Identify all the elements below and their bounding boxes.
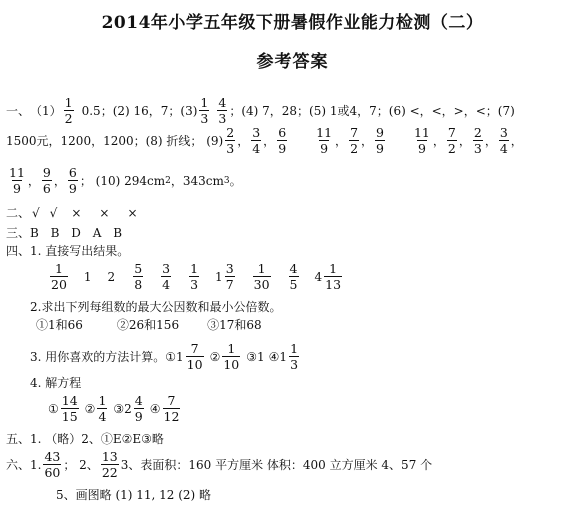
page-title: 2014年小学五年级下册暑假作业能力检测（二） [101,13,484,33]
fraction: $\frac{6}{9}$ [68,165,77,197]
fraction: $\frac{11}{9}$ [316,125,333,157]
s1-line2: 1500元，1200，1200；(8) 折线； (9) $\frac{2}{3}$ ， $\frac{3}{4}$ ， $\frac{6}{9}$ $\frac{11}{9}$ ， $\frac{7}{2}$ ， $\frac{9}{9}$ $\frac{11}{9}$ ， $\frac{7}{2}$ ， $\frac{2}{3}$ ， $\frac{3}{4}$ ， [6,125,523,157]
s4-q3 [30,342,301,371]
cross-mark: × [71,205,82,220]
answer: ③2 $\frac{4}{9}$ [113,393,143,425]
s5-line [6,430,164,447]
fraction: $\frac{7}{2}$ [447,125,456,157]
check-mark: √ [32,205,40,220]
fraction: $\frac{1}{30}$ [253,261,270,293]
q10-text: ； (10) 294cm [79,174,166,189]
fraction: $\frac{1}{20}$ [51,261,67,293]
cross-mark: × [127,205,138,220]
fraction: $\frac{1}{2}$ [64,95,73,127]
s4-results-row [48,262,344,291]
fraction: $\frac{3}{4}$ [499,125,508,157]
q2-answer: ②26和156 [116,318,180,332]
answer: ① $\frac{14}{15}$ [48,393,78,425]
fraction: $\frac{2}{3}$ [226,125,235,157]
q1-label: （1） [30,104,62,119]
q2-prompt: 2.求出下列每组数的最大公因数和最小公倍数。 [30,300,282,314]
fraction: $\frac{6}{9}$ [278,125,287,157]
superscript: 3 [223,175,230,186]
fraction: $\frac{4}{3}$ [218,95,227,127]
result-value: 2 [107,269,116,284]
s6-line2 [56,486,211,503]
s4-header [6,242,129,259]
superscript: 2 [165,175,171,186]
mixed-number: 1 $\frac{3}{7}$ [215,261,234,293]
page-subtitle: 参考答案 [256,52,329,72]
fraction: $\frac{5}{8}$ [134,261,143,293]
q2-answer: ③17和68 [207,318,262,332]
section-3-label: 三、 [6,226,31,240]
q1-text: 0.5；(2) 16，7；(3) [81,104,198,119]
mixed-number: ①1 $\frac{7}{10}$ [165,341,203,373]
fraction: $\frac{2}{3}$ [473,125,482,157]
mixed-number: 4 $\frac{1}{13}$ [314,261,342,293]
s4-q4-answers [48,394,182,423]
q3-prompt: 3. 用你喜欢的方法计算。 [30,350,166,365]
s4-q2-answers [36,316,262,333]
fraction: $\frac{43}{60}$ [44,449,61,481]
section-3-answers: B B D A B [30,225,127,240]
answer: ④ $\frac{7}{12}$ [149,393,180,425]
s6-line1 [6,450,432,479]
section-1-label: 一、 [6,104,31,119]
section-6-text-3: 5、画图略 (1) 11, 12 (2) 略 [56,488,212,502]
s1-line3: $\frac{11}{9}$ ， $\frac{9}{6}$ ， $\frac{6}{9}$ ； (10) 294cm 2 ，343cm 3 。 [9,165,242,197]
answer: ② $\frac{1}{4}$ [84,393,107,425]
fraction: $\frac{9}{9}$ [376,125,384,157]
fraction: $\frac{9}{6}$ [42,165,51,197]
fraction: $\frac{11}{9}$ [9,165,25,197]
q3-answer: ③1 [246,349,265,364]
section-2-label: 二、 [6,206,31,220]
section-6-label: 六、1. [6,458,42,473]
fraction: $\frac{4}{5}$ [289,261,298,293]
check-mark: √ [49,205,58,220]
q1-text-2: ；(4) 7，28；(5) 1或4，7；(6) <，<，>，<；(7) [229,104,515,119]
q2-answer: ①1和66 [36,318,83,332]
q4-prompt: 4. 解方程 [30,376,82,390]
q10-end: 。 [229,174,242,189]
s4-q2 [30,298,281,315]
fraction: $\frac{7}{2}$ [350,125,359,157]
s3-line [6,224,126,241]
section-6-text: ； 2、 [63,458,99,473]
fraction: $\frac{11}{9}$ [413,125,430,157]
q1-text-3: 1500元，1200，1200；(8) 折线； (9) [6,134,224,149]
fraction: $\frac{1}{3}$ [190,261,199,293]
fraction: $\frac{1}{3}$ [200,95,209,127]
s4-q4 [30,374,81,391]
mixed-number: ④1 $\frac{1}{3}$ [268,341,299,373]
section-5-text: 五、1. （略）2、①E②E③略 [6,432,164,446]
fraction: $\frac{3}{4}$ [252,125,261,157]
fraction: $\frac{3}{4}$ [162,261,171,293]
q10-text-2: ，343cm [170,174,224,189]
result-value: 1 [83,269,92,284]
s2-line [6,204,138,221]
fraction: $\frac{13}{22}$ [101,449,118,481]
section-6-text-2: 3、表面积：160 平方厘米 体积：400 立方厘米 4、57 个 [120,458,433,473]
s1-line1 [6,96,515,125]
section-4-label: 四、1. 直接写出结果。 [6,244,130,258]
cross-mark: × [99,205,110,220]
mixed-number: ② $\frac{1}{10}$ [209,341,240,373]
